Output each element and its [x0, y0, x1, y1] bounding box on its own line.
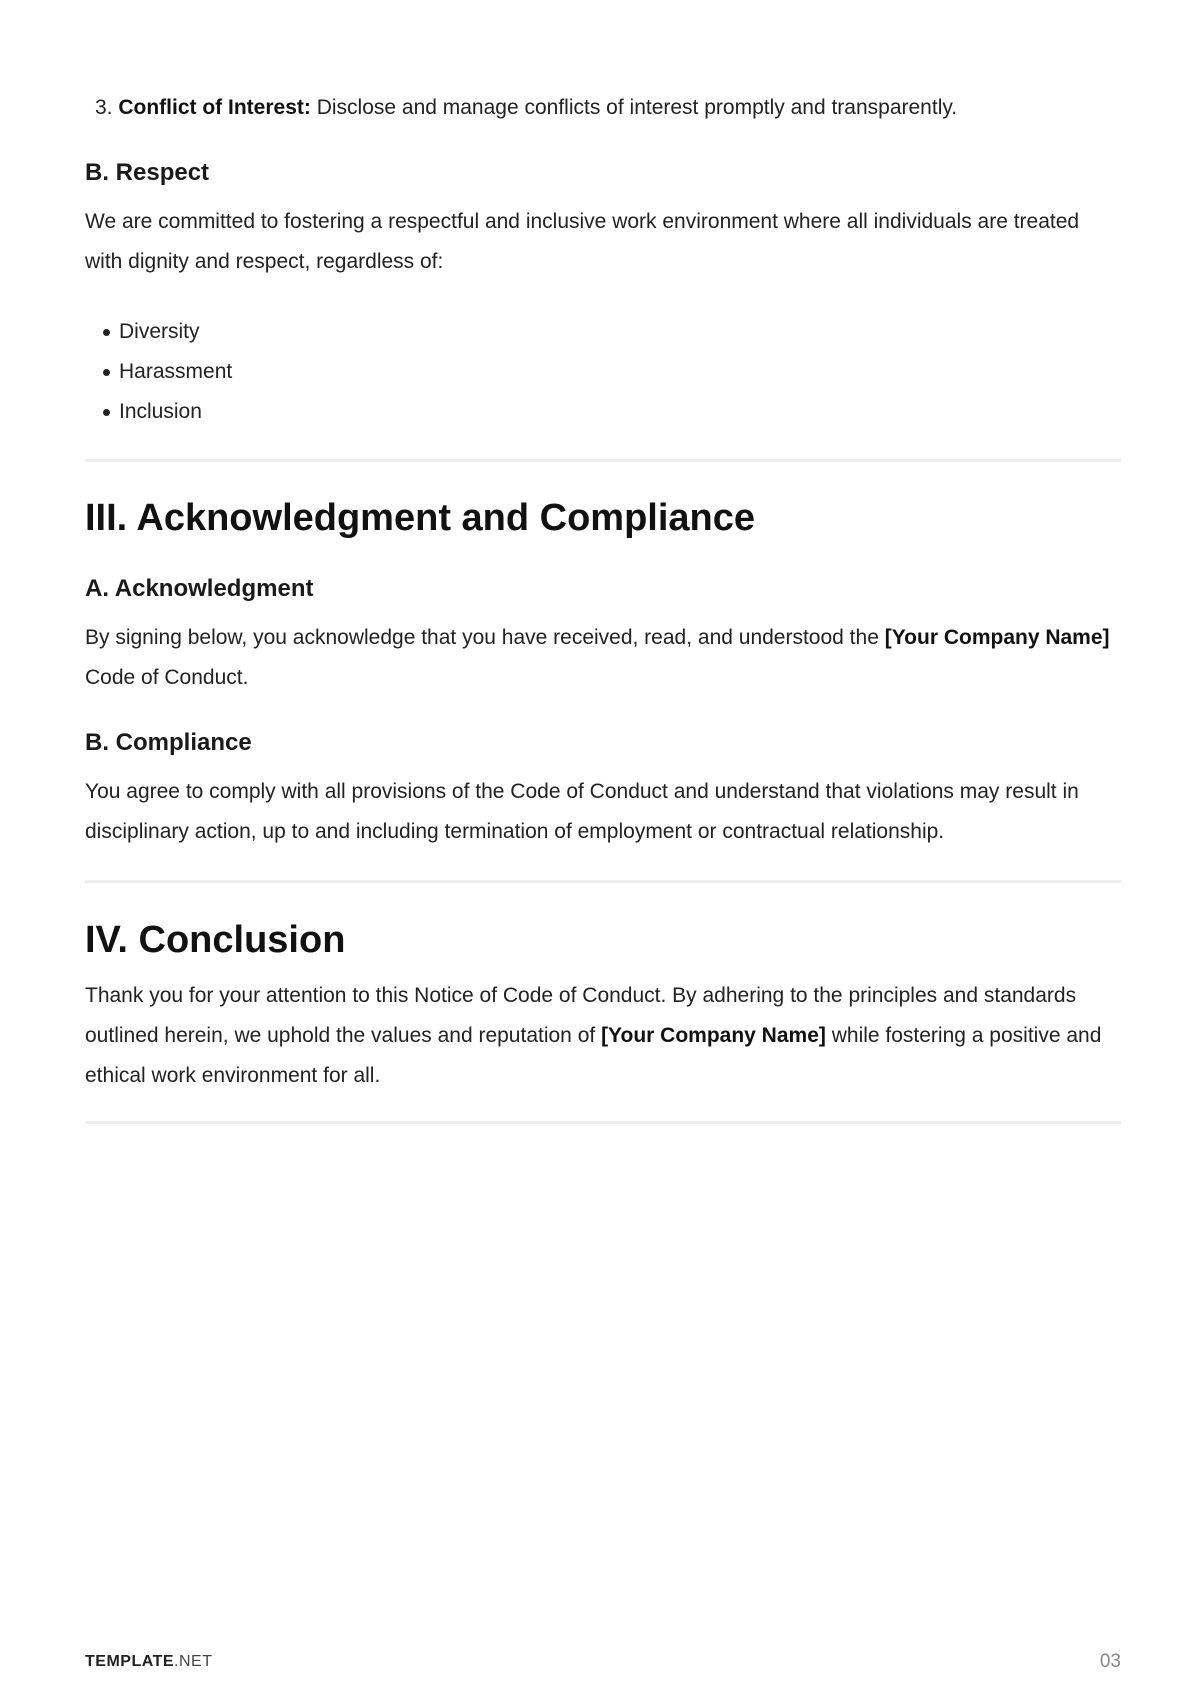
item-text: Disclose and manage conflicts of interest promptly and transparently. — [316, 96, 958, 119]
respect-intro: We are committed to fostering a respectful and inclusive work environment where all individuals are treated with dignity and respect, regardless of: — [85, 210, 1080, 273]
template-net-logo: TEMPLATE.NET — [85, 1653, 213, 1670]
compliance-heading: B. Compliance — [85, 729, 252, 756]
company-name-placeholder: [Your Company Name] — [884, 626, 1110, 649]
list-item: Inclusion — [85, 392, 232, 432]
item-number: 3. — [95, 96, 113, 119]
bullet-icon — [103, 329, 110, 336]
respect-bullet-list — [85, 312, 232, 432]
bullet-icon — [103, 409, 110, 416]
company-name-placeholder: [Your Company Name] — [601, 1024, 826, 1047]
conclusion-text: Thank you for your attention to this Notice of Code of Conduct. By adhering to the principles and standards outlined herein, we uphold the values and reputation of [Your Company Name] while fostering a positive and ethical work environment for all. — [85, 984, 1102, 1087]
section-title-acknowledgment-compliance: III. Acknowledgment and Compliance — [85, 497, 756, 539]
section-title-conclusion: IV. Conclusion — [85, 919, 346, 961]
item-label: Conflict of Interest: — [118, 96, 311, 119]
bullet-icon — [103, 369, 110, 376]
acknowledgment-text: By signing below, you acknowledge that you have received, read, and understood the [Your Company Name] Code of Conduct. — [85, 626, 1110, 689]
compliance-text: You agree to comply with all provisions of the Code of Conduct and understand that violations may result in disciplinary action, up to and including termination of employment or contractual relationship. — [85, 780, 1079, 843]
numbered-item-conflict-of-interest — [95, 88, 957, 128]
section-divider — [85, 1121, 1121, 1124]
page-number: 03 — [1099, 1651, 1121, 1672]
acknowledgment-heading: A. Acknowledgment — [85, 575, 314, 602]
list-item: Diversity — [85, 312, 232, 352]
list-item: Harassment — [85, 352, 232, 392]
respect-heading: B. Respect — [85, 159, 210, 186]
section-divider — [85, 880, 1121, 883]
section-divider — [85, 459, 1121, 462]
